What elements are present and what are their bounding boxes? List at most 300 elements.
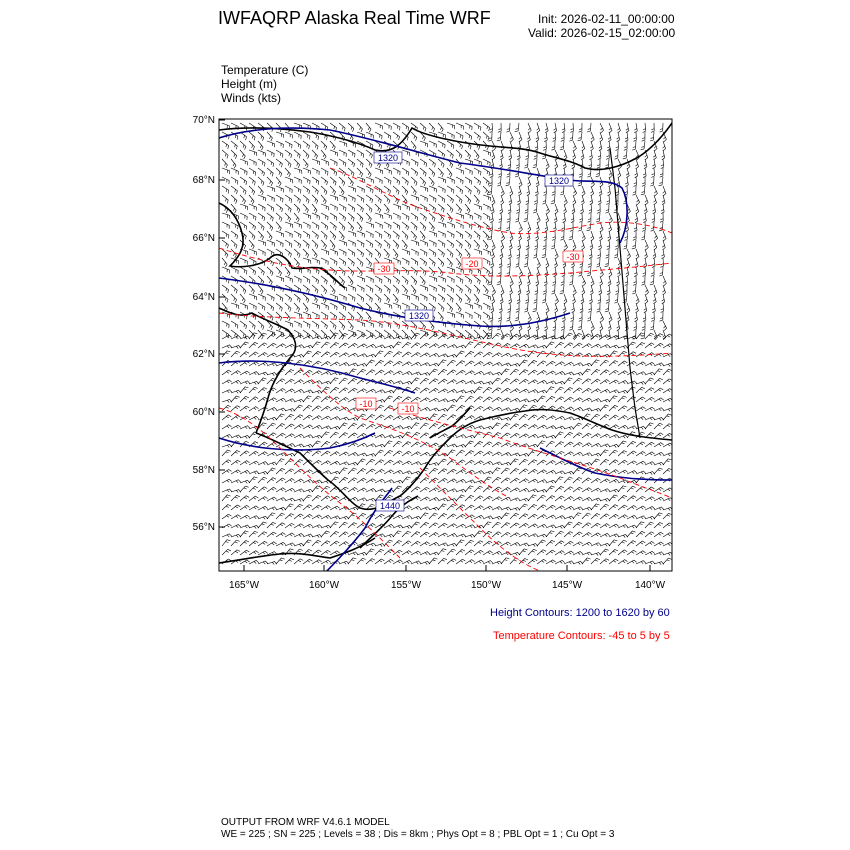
wind-barb	[357, 364, 367, 367]
wind-barb	[632, 141, 636, 150]
wind-barb	[591, 504, 600, 510]
wind-barb	[357, 285, 364, 292]
wind-barb	[582, 453, 592, 456]
wind-barb	[456, 132, 463, 139]
wind-barb	[492, 150, 495, 160]
wind-barb	[447, 150, 453, 158]
wind-barb	[600, 380, 610, 385]
wind-barb	[609, 380, 619, 384]
wind-barb	[222, 231, 229, 239]
wind-barb	[240, 396, 249, 402]
wind-barb	[465, 123, 472, 130]
wind-barb	[258, 417, 268, 420]
wind-barb	[420, 478, 429, 483]
wind-barb	[249, 231, 255, 240]
wind-barb	[524, 159, 528, 168]
wind-barb	[267, 532, 276, 537]
wind-barb	[661, 249, 664, 259]
wind-barb	[555, 477, 563, 483]
wind-barb	[492, 561, 502, 564]
wind-barb	[600, 533, 610, 537]
wind-barb	[285, 504, 294, 510]
wind-barb	[321, 525, 331, 528]
wind-barb	[636, 343, 645, 349]
wind-barb	[303, 480, 313, 484]
wind-barb	[393, 381, 403, 384]
wind-barb	[411, 294, 418, 301]
wind-barb	[536, 177, 539, 187]
wind-barb	[578, 132, 582, 141]
wind-barb	[240, 276, 246, 284]
wind-barb	[600, 360, 609, 366]
wind-barb	[519, 222, 522, 232]
wind-barb	[642, 132, 645, 141]
wind-barb	[606, 195, 609, 205]
wind-barb	[222, 534, 232, 537]
wind-barb	[447, 285, 454, 293]
wind-barb	[633, 276, 636, 285]
wind-barb	[276, 389, 286, 394]
wind-barb	[546, 213, 549, 223]
wind-barb	[650, 321, 654, 330]
wind-barb	[645, 462, 655, 465]
wind-barb	[249, 471, 259, 474]
height-contour-1320-mid	[219, 278, 570, 326]
wind-barb	[474, 371, 484, 375]
wind-barb	[267, 487, 276, 492]
wind-barb	[501, 462, 511, 465]
wind-barb	[231, 425, 241, 429]
wind-barb	[510, 558, 519, 564]
wind-barb	[258, 267, 264, 275]
wind-barb	[366, 249, 372, 257]
wind-barb	[483, 397, 492, 402]
wind-barb	[366, 330, 373, 337]
wind-barb	[663, 389, 673, 393]
wind-barb	[402, 231, 408, 240]
wind-barb	[492, 363, 502, 367]
wind-barb	[555, 397, 564, 402]
wind-barb	[517, 294, 520, 304]
wind-barb	[627, 461, 637, 465]
wind-barb	[525, 249, 528, 258]
wind-barb	[663, 231, 666, 241]
wind-barb	[384, 336, 394, 339]
wind-barb	[573, 388, 582, 393]
wind-barb	[231, 141, 237, 149]
wind-barb	[552, 231, 555, 240]
wind-barb	[537, 460, 546, 465]
wind-barb	[240, 470, 250, 474]
wind-barb	[600, 489, 610, 492]
wind-barb	[609, 470, 619, 474]
wind-barb	[582, 231, 585, 241]
wind-barb	[438, 478, 448, 483]
wind-barb	[663, 354, 673, 357]
wind-barb	[555, 560, 565, 564]
wind-barb	[456, 540, 465, 546]
wind-barb	[447, 123, 455, 129]
wind-barb	[366, 549, 375, 555]
wind-barb	[384, 195, 390, 204]
wind-barb	[489, 132, 493, 141]
wind-barb	[564, 352, 574, 357]
wind-barb	[393, 222, 400, 230]
wind-barb	[641, 186, 645, 195]
wind-barb	[402, 461, 412, 465]
wind-barb	[420, 195, 427, 202]
wind-barb	[483, 496, 492, 501]
wind-barb	[249, 516, 259, 519]
wind-barb	[627, 531, 636, 537]
wind-barb	[240, 451, 249, 456]
wind-barb	[339, 141, 347, 147]
wind-barb	[249, 342, 258, 348]
wind-barb	[661, 303, 664, 313]
wind-barb	[516, 159, 519, 168]
wind-barb	[231, 396, 240, 402]
wind-barb	[627, 426, 637, 429]
wind-barb	[492, 551, 502, 555]
wind-barb	[643, 213, 646, 223]
wind-barb	[465, 312, 472, 319]
wind-barb	[597, 204, 600, 213]
wind-barb	[609, 435, 619, 438]
wind-barb	[393, 461, 403, 465]
wind-barb	[636, 471, 646, 474]
wind-barb	[492, 522, 501, 528]
wind-barb	[303, 195, 309, 204]
wind-barb	[375, 479, 385, 483]
wind-barb	[474, 397, 483, 402]
wind-barb	[285, 213, 291, 222]
wind-barb	[312, 285, 318, 294]
wind-barb	[609, 479, 619, 483]
wind-barb	[375, 514, 384, 519]
wind-barb	[518, 186, 521, 196]
wind-barb	[348, 523, 357, 528]
wind-barb	[492, 497, 502, 501]
wind-barb	[501, 240, 504, 250]
wind-barb	[501, 523, 510, 528]
wind-barb	[510, 469, 519, 475]
wind-barb	[654, 532, 663, 537]
wind-barb	[474, 406, 483, 411]
wind-barb	[321, 506, 331, 510]
wind-barb	[553, 132, 556, 142]
wind-barb	[643, 123, 646, 133]
wind-barb	[411, 168, 418, 176]
wind-barb	[330, 240, 335, 249]
wind-barb	[591, 389, 601, 393]
wind-barb	[258, 388, 267, 393]
wind-barb	[258, 551, 268, 555]
wind-barb	[348, 321, 353, 330]
wind-barb	[551, 195, 555, 204]
wind-barb	[303, 231, 310, 239]
wind-barb	[321, 352, 330, 357]
wind-barb	[563, 213, 566, 223]
wind-barb	[507, 213, 510, 222]
wind-barb	[456, 123, 463, 130]
wind-barb	[321, 186, 327, 195]
wind-barb	[276, 168, 282, 177]
wind-barb	[249, 141, 255, 150]
wind-barb	[519, 488, 529, 492]
wind-barb	[474, 213, 481, 220]
wind-barb	[429, 468, 438, 474]
wind-barb	[591, 321, 594, 331]
wind-barb	[554, 123, 557, 133]
wind-barb	[518, 285, 521, 295]
wind-barb	[330, 541, 339, 546]
wind-barb	[294, 335, 304, 339]
wind-barb	[231, 550, 240, 555]
wind-barb	[546, 361, 555, 366]
wind-barb	[571, 213, 574, 223]
wind-barb	[609, 444, 619, 447]
wind-barb	[618, 505, 627, 510]
wind-barb	[519, 498, 529, 501]
wind-barb	[508, 249, 511, 259]
wind-barb	[366, 294, 372, 302]
wind-barb	[285, 379, 294, 384]
wind-barb	[474, 231, 480, 240]
wind-barb	[384, 441, 392, 447]
wind-barb	[636, 294, 639, 304]
wind-barb	[537, 345, 547, 348]
wind-barb	[483, 321, 489, 330]
wind-barb	[402, 551, 412, 555]
wind-barb	[231, 321, 238, 329]
temp-label: -10	[401, 404, 415, 414]
wind-barb	[546, 470, 556, 474]
wind-barb	[519, 379, 528, 384]
wind-barb	[498, 312, 501, 321]
wind-barb	[573, 478, 582, 484]
init-time: Init: 2026-02-11_00:00:00	[538, 12, 675, 26]
wind-barb	[600, 459, 609, 465]
wind-barb	[642, 321, 645, 330]
wind-barb	[492, 378, 501, 384]
wind-barb	[483, 186, 489, 195]
wind-barb	[537, 490, 547, 493]
wind-barb	[654, 240, 657, 250]
wind-barb	[339, 195, 346, 202]
wind-barb	[384, 524, 394, 528]
wind-barb	[645, 542, 655, 547]
wind-barb	[303, 294, 309, 303]
wind-barb	[222, 425, 232, 429]
wind-barb	[375, 351, 383, 357]
wind-barb	[653, 150, 656, 160]
wind-barb	[507, 312, 511, 321]
wind-barb	[222, 321, 229, 328]
wind-barb	[258, 506, 268, 510]
wind-barb	[546, 480, 556, 483]
wind-barb	[591, 453, 601, 456]
wind-barb	[294, 330, 301, 338]
wind-barb	[231, 177, 238, 185]
wind-barb	[285, 409, 295, 412]
wind-barb	[491, 258, 494, 268]
wind-barb	[492, 532, 501, 537]
wind-barb	[411, 471, 421, 474]
wind-barb	[222, 285, 229, 293]
wind-barb	[608, 231, 611, 241]
wind-barb	[519, 177, 522, 187]
wind-barb	[519, 370, 528, 375]
wind-barb	[501, 453, 511, 457]
wind-barb	[420, 507, 430, 510]
wind-barb	[249, 303, 256, 310]
wind-barb	[420, 513, 428, 519]
wind-barb	[536, 222, 539, 232]
wind-barb	[438, 204, 444, 212]
wind-barb	[618, 470, 628, 474]
wind-barb	[240, 342, 249, 348]
wind-barb	[600, 524, 610, 528]
wind-barb	[249, 186, 255, 195]
wind-barb	[240, 132, 247, 140]
wind-barb	[537, 441, 545, 447]
wind-barb	[258, 497, 268, 501]
wind-barb	[303, 435, 313, 438]
wind-barb	[447, 204, 453, 213]
wind-barb	[465, 515, 475, 519]
wind-barb	[636, 362, 646, 366]
wind-barb	[438, 549, 446, 555]
wind-barb	[636, 407, 646, 411]
wind-barb	[339, 258, 346, 266]
wind-barb	[312, 486, 320, 492]
wind-barb	[528, 380, 538, 384]
wind-barb	[348, 123, 354, 132]
wind-barb	[330, 213, 337, 221]
wind-barb	[222, 240, 228, 248]
wind-barb	[528, 559, 537, 564]
wind-barb	[546, 258, 549, 268]
wind-barb	[645, 423, 654, 429]
wind-barb	[402, 123, 409, 131]
wind-barb	[384, 460, 393, 465]
wind-barb	[456, 186, 463, 194]
wind-barb	[447, 303, 453, 312]
wind-barb	[519, 276, 522, 286]
wind-barb	[617, 276, 620, 286]
wind-barb	[438, 354, 448, 357]
wind-barb	[641, 330, 645, 339]
wind-barb	[321, 560, 331, 564]
wind-barb	[285, 469, 294, 474]
wind-barb	[321, 381, 331, 384]
wind-barb	[510, 344, 520, 348]
wind-barb	[627, 486, 636, 492]
wind-barb	[564, 432, 573, 438]
wind-barb	[438, 558, 447, 564]
wind-barb	[375, 294, 381, 303]
wind-barb	[501, 468, 510, 474]
wind-barb	[294, 276, 301, 283]
wind-barb	[294, 559, 303, 564]
wind-barb	[654, 195, 657, 205]
wind-barb	[600, 504, 609, 510]
wind-barb	[545, 267, 548, 277]
wind-barb	[456, 204, 462, 213]
wind-barb	[573, 353, 583, 357]
wind-barb	[285, 389, 295, 393]
wind-barb	[420, 276, 425, 285]
wind-barb	[366, 168, 371, 177]
wind-barb	[645, 195, 648, 205]
wind-barb	[249, 372, 259, 375]
wind-barb	[546, 550, 555, 555]
wind-barb	[393, 132, 400, 140]
wind-barb	[483, 551, 493, 555]
wind-barb	[357, 459, 366, 465]
wind-barb	[321, 204, 329, 210]
wind-barb	[600, 444, 610, 447]
wind-barb	[258, 321, 264, 330]
wind-barb	[267, 204, 274, 212]
wind-barb	[258, 462, 268, 465]
wind-barb	[348, 468, 357, 474]
wind-barb	[551, 240, 555, 249]
wind-barb	[366, 489, 376, 493]
wind-barb	[258, 362, 268, 366]
wind-barb	[654, 285, 657, 295]
wind-barb	[339, 423, 348, 429]
wind-barb	[609, 534, 619, 537]
wind-barb	[537, 213, 540, 223]
wind-barb	[546, 461, 556, 466]
wind-barb	[555, 381, 565, 384]
wind-barb	[598, 240, 601, 250]
wind-barb	[588, 213, 591, 222]
wind-barb	[515, 123, 519, 132]
wind-barb	[634, 222, 637, 232]
wind-barb	[402, 213, 409, 220]
wind-barb	[411, 452, 421, 456]
wind-barb	[555, 506, 565, 510]
wind-barb	[231, 222, 238, 229]
wind-barb	[643, 168, 646, 178]
wind-barb	[456, 361, 465, 366]
wind-barb	[285, 132, 292, 138]
wind-barb	[510, 459, 519, 465]
wind-barb	[519, 360, 528, 366]
wind-barb	[411, 372, 421, 375]
wind-barb	[249, 387, 258, 393]
wind-barb	[497, 177, 501, 186]
wind-barb	[491, 303, 494, 313]
wind-barb	[384, 132, 391, 140]
wind-barb	[303, 249, 309, 258]
wind-barb	[267, 417, 277, 420]
wind-barb	[483, 362, 493, 366]
wind-barb	[375, 400, 385, 403]
wind-barb	[591, 478, 601, 483]
wind-barb	[258, 294, 265, 301]
wind-barb	[474, 195, 479, 204]
wind-barb	[600, 415, 609, 420]
wind-barb	[597, 159, 600, 168]
wind-barb	[582, 513, 591, 519]
wind-barb	[591, 414, 600, 420]
wind-barb	[366, 415, 375, 421]
wind-barb	[393, 213, 400, 220]
wind-barb	[654, 186, 657, 196]
